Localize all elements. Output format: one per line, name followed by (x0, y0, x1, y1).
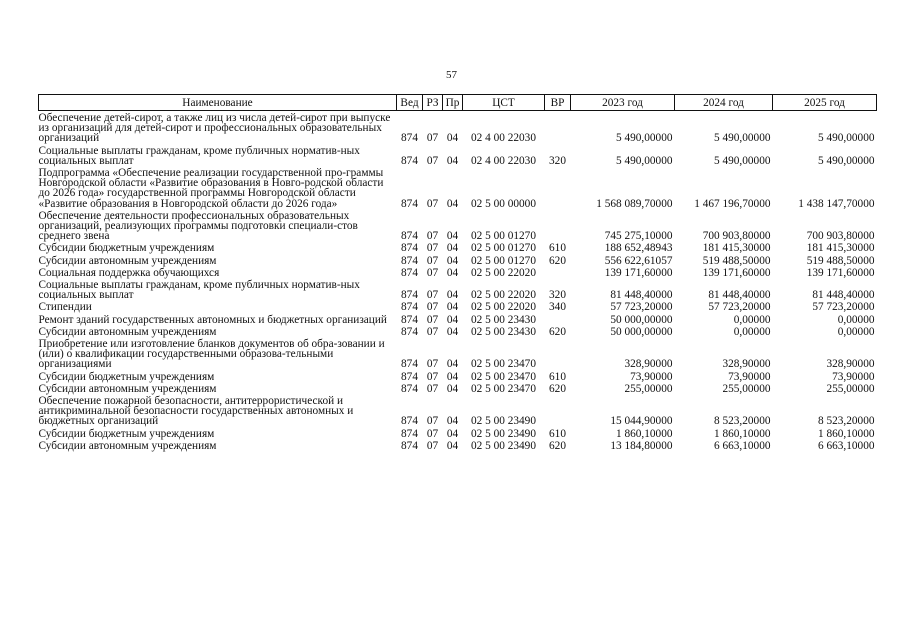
cell-2023: 57 723,20000 (610, 301, 673, 314)
cell-2025: 700 903,80000 (806, 230, 875, 243)
cell-cst: 02 5 00 01270 (471, 242, 536, 255)
cell-pr: 04 (446, 427, 459, 440)
cell-2023: 13 184,80000 (610, 439, 673, 452)
cell-cst: 02 5 00 22020 (471, 301, 536, 314)
cell-2025: 519 488,50000 (806, 254, 875, 267)
cell-2025: 6 663,10000 (818, 439, 875, 452)
budget-table (38, 94, 877, 453)
cell-rz: 07 (426, 266, 439, 279)
cell-ved: 874 (401, 197, 418, 210)
cell-name: Субсидии автономным учреждениям (38, 254, 217, 267)
cell-name: Ремонт зданий государственных автономных и бюджетных организаций (38, 313, 387, 326)
cell-2024: 1 467 196,70000 (694, 197, 771, 210)
cell-pr: 04 (446, 242, 459, 255)
cell-cst: 02 5 00 23430 (471, 325, 536, 338)
cell-rz: 07 (426, 254, 439, 267)
cell-2023: 188 652,48943 (604, 242, 673, 255)
cell-ved: 874 (401, 301, 418, 314)
cell-2024: 73,90000 (728, 370, 771, 383)
cell-cst: 02 5 00 01270 (471, 254, 536, 267)
cell-pr: 04 (446, 370, 459, 383)
cell-pr: 04 (446, 325, 459, 338)
cell-rz: 07 (426, 370, 439, 383)
cell-name: Социальные выплаты гражданам, кроме публичных норматив-ных социальных выплат (38, 144, 360, 167)
header-cst: ЦСТ (463, 95, 545, 111)
cell-2023: 556 622,61057 (604, 254, 673, 267)
cell-rz: 07 (426, 301, 439, 314)
cell-2024: 139 171,60000 (702, 266, 771, 279)
cell-cst: 02 4 00 22030 (471, 132, 536, 145)
cell-2023: 50 000,00000 (610, 325, 673, 338)
cell-2024: 8 523,20000 (714, 415, 771, 428)
cell-2023: 1 860,10000 (616, 427, 673, 440)
cell-vr (545, 268, 571, 280)
cell-ved: 874 (401, 325, 418, 338)
cell-2024: 700 903,80000 (702, 230, 771, 243)
cell-2025: 139 171,60000 (806, 266, 875, 279)
table-row (39, 441, 877, 453)
header-2024: 2024 год (675, 95, 773, 111)
cell-name: Обеспечение пожарной безопасности, антитеррористической и антикриминальной безопасности государственных автономных и бюджетных организаций (38, 395, 354, 428)
cell-ved: 874 (401, 154, 418, 167)
cell-ved: 874 (401, 254, 418, 267)
cell-pr: 04 (446, 230, 459, 243)
cell-rz: 07 (426, 382, 439, 395)
cell-cst: 02 5 00 01270 (471, 230, 536, 243)
cell-2025: 1 438 147,70000 (798, 197, 875, 210)
cell-vr: 610 (549, 242, 566, 255)
cell-2023: 81 448,40000 (610, 289, 673, 302)
cell-name: Субсидии автономным учреждениям (38, 439, 217, 452)
table-row (39, 396, 877, 429)
header-2023: 2023 год (571, 95, 675, 111)
table-row (39, 243, 877, 255)
page-number: 57 (446, 69, 457, 81)
cell-name: Приобретение или изготовление бланков документов об обра-зовании и (или) о квалификации государственными образова-тельными организациями (38, 338, 385, 371)
cell-cst: 02 5 00 23430 (471, 313, 536, 326)
cell-2024: 1 860,10000 (714, 427, 771, 440)
cell-rz: 07 (426, 358, 439, 371)
cell-ved: 874 (401, 289, 418, 302)
cell-ved: 874 (401, 370, 418, 383)
table-row (39, 256, 877, 268)
cell-2025: 181 415,30000 (806, 242, 875, 255)
cell-2023: 5 490,00000 (616, 132, 673, 145)
cell-cst: 02 5 00 23470 (471, 382, 536, 395)
cell-vr (545, 168, 571, 211)
cell-vr (545, 111, 571, 146)
cell-2025: 1 860,10000 (818, 427, 875, 440)
cell-2023: 1 568 089,70000 (596, 197, 673, 210)
cell-vr (545, 339, 571, 372)
cell-name: Субсидии автономным учреждениям (38, 325, 217, 338)
cell-pr: 04 (446, 301, 459, 314)
cell-ved: 874 (401, 230, 418, 243)
cell-vr: 610 (549, 370, 566, 383)
cell-pr: 04 (446, 289, 459, 302)
cell-name: Социальная поддержка обучающихся (38, 266, 220, 279)
cell-name: Субсидии автономным учреждениям (38, 382, 217, 395)
cell-2024: 5 490,00000 (714, 132, 771, 145)
cell-cst: 02 5 00 23490 (471, 439, 536, 452)
cell-ved: 874 (401, 266, 418, 279)
cell-2024: 0,00000 (733, 313, 771, 326)
header-ved: Вед (397, 95, 423, 111)
cell-2025: 57 723,20000 (812, 301, 875, 314)
cell-ved: 874 (401, 382, 418, 395)
cell-2023: 139 171,60000 (604, 266, 673, 279)
cell-2023: 5 490,00000 (616, 154, 673, 167)
cell-name: Социальные выплаты гражданам, кроме публичных норматив-ных социальных выплат (38, 279, 360, 302)
cell-2023: 73,90000 (630, 370, 673, 383)
cell-rz: 07 (426, 313, 439, 326)
cell-cst: 02 5 00 00000 (471, 197, 536, 210)
cell-2023: 745 275,10000 (604, 230, 673, 243)
cell-2024: 6 663,10000 (714, 439, 771, 452)
header-row (39, 95, 877, 111)
cell-2025: 255,00000 (826, 382, 875, 395)
cell-2024: 57 723,20000 (708, 301, 771, 314)
header-rz: РЗ (423, 95, 443, 111)
cell-2025: 81 448,40000 (812, 289, 875, 302)
cell-cst: 02 5 00 23490 (471, 415, 536, 428)
cell-2024: 0,00000 (733, 325, 771, 338)
cell-rz: 07 (426, 230, 439, 243)
cell-rz: 07 (426, 439, 439, 452)
cell-2023: 50 000,00000 (610, 313, 673, 326)
cell-rz: 07 (426, 132, 439, 145)
cell-name: Субсидии бюджетным учреждениям (38, 427, 215, 440)
cell-rz: 07 (426, 415, 439, 428)
cell-2024: 328,90000 (722, 358, 771, 371)
cell-2025: 0,00000 (837, 325, 875, 338)
cell-pr: 04 (446, 313, 459, 326)
cell-2024: 519 488,50000 (702, 254, 771, 267)
table-row (39, 280, 877, 302)
cell-rz: 07 (426, 325, 439, 338)
cell-ved: 874 (401, 358, 418, 371)
cell-ved: 874 (401, 439, 418, 452)
cell-name: Подпрограмма «Обеспечение реализации государственной про-граммы Новгородской области «Развитие образования в Новго-родской области до 2026 года» государственной программы Новгородской области «Развитие образования в Новгородской области до 2026 года» (38, 167, 384, 210)
cell-cst: 02 5 00 22020 (471, 266, 536, 279)
cell-vr (545, 211, 571, 244)
header-2025: 2025 год (773, 95, 877, 111)
cell-2023: 15 044,90000 (610, 415, 673, 428)
cell-pr: 04 (446, 439, 459, 452)
table-row (39, 146, 877, 168)
cell-name: Обеспечение детей-сирот, а также лиц из числа детей-сирот при выпуске из организаций для детей-сирот и профессиональных образовательных организаций (38, 112, 391, 145)
cell-vr: 620 (549, 439, 566, 452)
cell-name: Стипендии (38, 301, 92, 314)
cell-2025: 73,90000 (832, 370, 875, 383)
table-row (39, 111, 877, 146)
cell-2025: 0,00000 (837, 313, 875, 326)
header-name: Наименование (39, 95, 397, 111)
cell-pr: 04 (446, 266, 459, 279)
cell-2024: 255,00000 (722, 382, 771, 395)
cell-2024: 81 448,40000 (708, 289, 771, 302)
table-row (39, 211, 877, 244)
cell-2025: 8 523,20000 (818, 415, 875, 428)
cell-ved: 874 (401, 415, 418, 428)
cell-ved: 874 (401, 313, 418, 326)
cell-name: Обеспечение деятельности профессиональных образовательных организаций, реализующих программы подготовки специали-стов среднего звена (38, 209, 358, 243)
cell-2024: 181 415,30000 (702, 242, 771, 255)
cell-cst: 02 5 00 23470 (471, 370, 536, 383)
cell-2025: 5 490,00000 (818, 154, 875, 167)
cell-ved: 874 (401, 132, 418, 145)
cell-pr: 04 (446, 197, 459, 210)
cell-pr: 04 (446, 415, 459, 428)
cell-2023: 328,90000 (624, 358, 673, 371)
cell-cst: 02 4 00 22030 (471, 154, 536, 167)
cell-vr: 320 (549, 154, 566, 167)
cell-rz: 07 (426, 242, 439, 255)
table-body (39, 111, 877, 454)
cell-ved: 874 (401, 427, 418, 440)
cell-name: Субсидии бюджетным учреждениям (38, 370, 215, 383)
cell-cst: 02 5 00 22020 (471, 289, 536, 302)
cell-rz: 07 (426, 154, 439, 167)
cell-vr: 620 (549, 325, 566, 338)
cell-pr: 04 (446, 254, 459, 267)
cell-cst: 02 5 00 23490 (471, 427, 536, 440)
cell-2025: 328,90000 (826, 358, 875, 371)
cell-vr: 620 (549, 254, 566, 267)
header-pr: Пр (443, 95, 463, 111)
cell-vr: 610 (549, 427, 566, 440)
cell-cst: 02 5 00 23470 (471, 358, 536, 371)
cell-vr: 340 (549, 301, 566, 314)
header-vr: ВР (545, 95, 571, 111)
cell-pr: 04 (446, 132, 459, 145)
table-row (39, 339, 877, 372)
cell-pr: 04 (446, 382, 459, 395)
table-row (39, 168, 877, 211)
cell-2024: 5 490,00000 (714, 154, 771, 167)
cell-vr (545, 396, 571, 429)
cell-2023: 255,00000 (624, 382, 673, 395)
cell-vr: 620 (549, 382, 566, 395)
cell-vr: 320 (549, 289, 566, 302)
cell-ved: 874 (401, 242, 418, 255)
cell-pr: 04 (446, 154, 459, 167)
cell-rz: 07 (426, 427, 439, 440)
cell-pr: 04 (446, 358, 459, 371)
cell-rz: 07 (426, 197, 439, 210)
cell-2025: 5 490,00000 (818, 132, 875, 145)
cell-rz: 07 (426, 289, 439, 302)
table-row (39, 302, 877, 314)
cell-name: Субсидии бюджетным учреждениям (38, 242, 215, 255)
